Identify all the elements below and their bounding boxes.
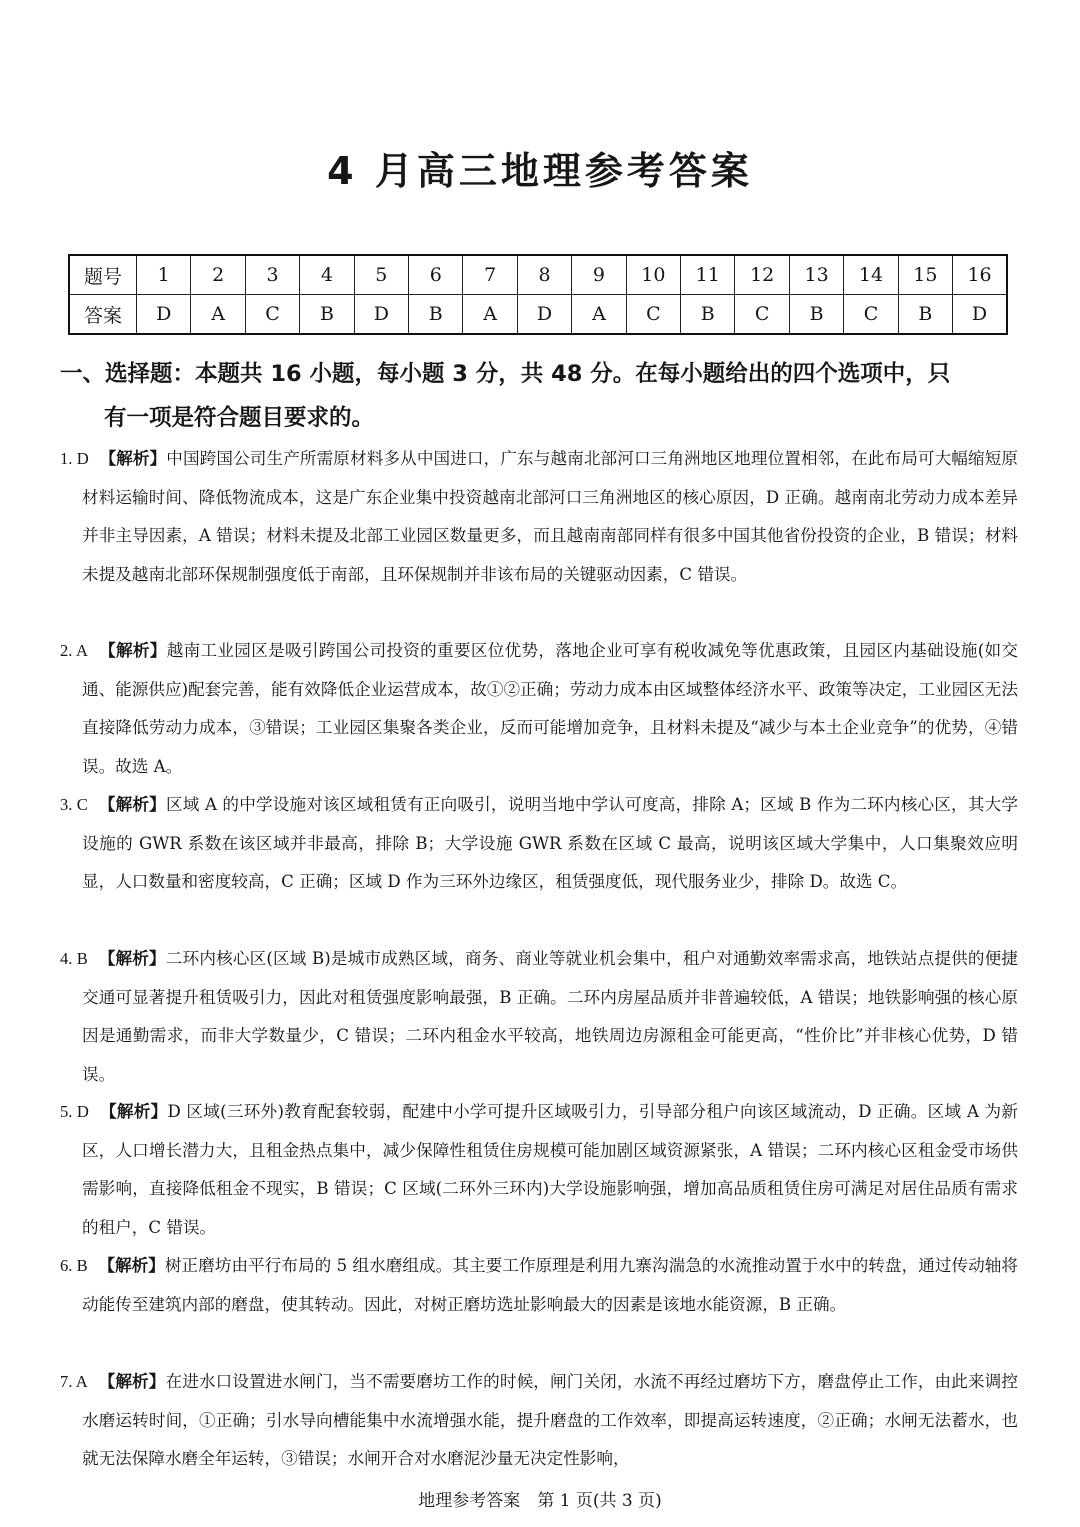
answer-explanation-3 [60,786,1018,902]
question-number-answer: 5. D [60,1102,89,1121]
question-number-cell: 7 [463,255,517,295]
answer-cell: D [354,295,408,335]
question-number-cell: 14 [844,255,898,295]
answer-explanation-2 [60,632,1018,786]
explanation-text: 二环内核心区(区域 B)是城市成熟区域，商务、商业等就业机会集中，租户对通勤效率需求高，地铁站点提供的便捷交通可显著提升租赁吸引力，因此对租赁强度影响最强，B 正确。二环内房屋品质并非普遍较低，A 错误；地铁影响强的核心原因是通勤需求，而非大学数量少，C 错误；二环内租金水平较高，地铁周边房源租金可能更高，“性价比”并非核心优势，D 错误。 [82,949,1018,1084]
answer-cell: B [300,295,354,335]
question-number-answer: 1. D [60,449,89,468]
question-number-cell: 3 [245,255,299,295]
question-number-answer: 6. B [60,1256,88,1275]
answer-explanation-7 [60,1363,1018,1479]
analysis-tag: 【解析】 [98,1372,166,1391]
question-number-cell: 6 [409,255,463,295]
question-number-answer: 2. A [60,641,88,660]
section-heading-line2: 有一项是符合题目要求的。 [104,405,375,431]
answer-cell: B [409,295,463,335]
analysis-tag: 【解析】 [99,641,167,660]
answer-explanation-4 [60,940,1018,1094]
analysis-tag: 【解析】 [98,795,166,814]
question-number-cell: 13 [789,255,843,295]
question-number-cell: 2 [191,255,245,295]
question-number-row [69,255,1007,295]
analysis-tag: 【解析】 [100,1102,168,1121]
question-number-cell: 9 [572,255,626,295]
answer-cell: C [735,295,789,335]
answer-cell: D [953,295,1007,335]
question-number-cell: 11 [681,255,735,295]
analysis-tag: 【解析】 [99,449,167,468]
explanation-text: 树正磨坊由平行布局的 5 组水磨组成。其主要工作原理是利用九寨沟湍急的水流推动置于水中的转盘，通过传动轴将动能传至建筑内部的磨盘，使其转动。因此，对树正磨坊选址影响最大的因素是该地水能资源，B 正确。 [82,1256,1018,1314]
answer-cell: D [137,295,191,335]
question-number-answer: 3. C [60,795,88,814]
page-title: 4 月高三地理参考答案 [327,149,753,193]
section-heading [60,352,1020,440]
explanation-text: 中国跨国公司生产所需原材料多从中国进口，广东与越南北部河口三角洲地区地理位置相邻，在此布局可大幅缩短原材料运输时间、降低物流成本，这是广东企业集中投资越南北部河口三角洲地区的核心原因，D 正确。越南南北劳动力成本差异并非主导因素，A 错误；材料未提及北部工业园区数量更多，而且越南南部同样有很多中国其他省份投资的企业，B 错误；材料未提及越南北部环保规制强度低于南部，且环保规制并非该布局的关键驱动因素，C 错误。 [82,449,1019,584]
answer-row [69,295,1007,335]
answer-key-table [68,254,1008,335]
answer-cell: C [626,295,680,335]
question-number-cell: 4 [300,255,354,295]
answer-cell: C [245,295,299,335]
question-number-cell: 16 [953,255,1007,295]
answer-cell: B [789,295,843,335]
question-number-cell: 1 [137,255,191,295]
answer-cell: A [191,295,245,335]
explanation-text: D 区域(三环外)教育配套较弱，配建中小学可提升区域吸引力，引导部分租户向该区域流动，D 正确。区域 A 为新区，人口增长潜力大，且租金热点集中，减少保障性租赁住房规模可能加剧区域资源紧张，A 错误；二环内核心区租金受市场供需影响，直接降低租金不现实，B 错误；C 区域(二环外三环内)大学设施影响强，增加高品质租赁住房可满足对居住品质有需求的租户，C 错误。 [82,1102,1018,1237]
row-label-answer: 答案 [69,295,137,335]
explanation-text: 区域 A 的中学设施对该区域租赁有正向吸引，说明当地中学认可度高，排除 A；区域 B 作为二环内核心区，其大学设施的 GWR 系数在该区域并非最高，排除 B；大学设施 GWR 系数在区域 C 最高，说明该区域大学集中，人口集聚效应明显，人口数量和密度较高，C 正确；区域 D 作为三环外边缘区，租赁强度低，现代服务业少，排除 D。故选 C。 [82,795,1018,891]
question-number-cell: 5 [354,255,408,295]
question-number-cell: 15 [898,255,952,295]
question-number-answer: 4. B [60,949,88,968]
question-number-cell: 10 [626,255,680,295]
answer-cell: A [572,295,626,335]
row-label-question: 题号 [69,255,137,295]
analysis-tag: 【解析】 [98,949,166,968]
analysis-tag: 【解析】 [98,1256,165,1275]
answer-explanation-6 [60,1247,1018,1324]
question-number-cell: 8 [517,255,571,295]
question-number-answer: 7. A [60,1372,88,1391]
answer-cell: C [844,295,898,335]
section-heading-line1: 一、选择题：本题共 16 小题，每小题 3 分，共 48 分。在每小题给出的四个选项中，只 [60,361,951,387]
explanation-text: 在进水口设置进水闸门，当不需要磨坊工作的时候，闸门关闭，水流不再经过磨坊下方，磨盘停止工作，由此来调控水磨运转时间，①正确；引水导向槽能集中水流增强水能，提升磨盘的工作效率，即提高运转速度，②正确；水闸无法蓄水，也就无法保障水磨全年运转，③错误；水闸开合对水磨泥沙量无决定性影响， [82,1372,1018,1468]
answer-cell: B [681,295,735,335]
page-footer: 地理参考答案 第 1 页(共 3 页) [418,1491,662,1511]
question-number-cell: 12 [735,255,789,295]
answer-explanation-1 [60,440,1018,594]
answer-cell: D [517,295,571,335]
answer-cell: A [463,295,517,335]
answer-cell: B [898,295,952,335]
answer-explanation-5 [60,1093,1018,1247]
explanation-text: 越南工业园区是吸引跨国公司投资的重要区位优势，落地企业可享有税收减免等优惠政策，且园区内基础设施(如交通、能源供应)配套完善，能有效降低企业运营成本，故①②正确；劳动力成本由区域整体经济水平、政策等决定，工业园区无法直接降低劳动力成本，③错误；工业园区集聚各类企业，反而可能增加竞争，且材料未提及“减少与本土企业竞争”的优势，④错误。故选 A。 [82,641,1018,776]
